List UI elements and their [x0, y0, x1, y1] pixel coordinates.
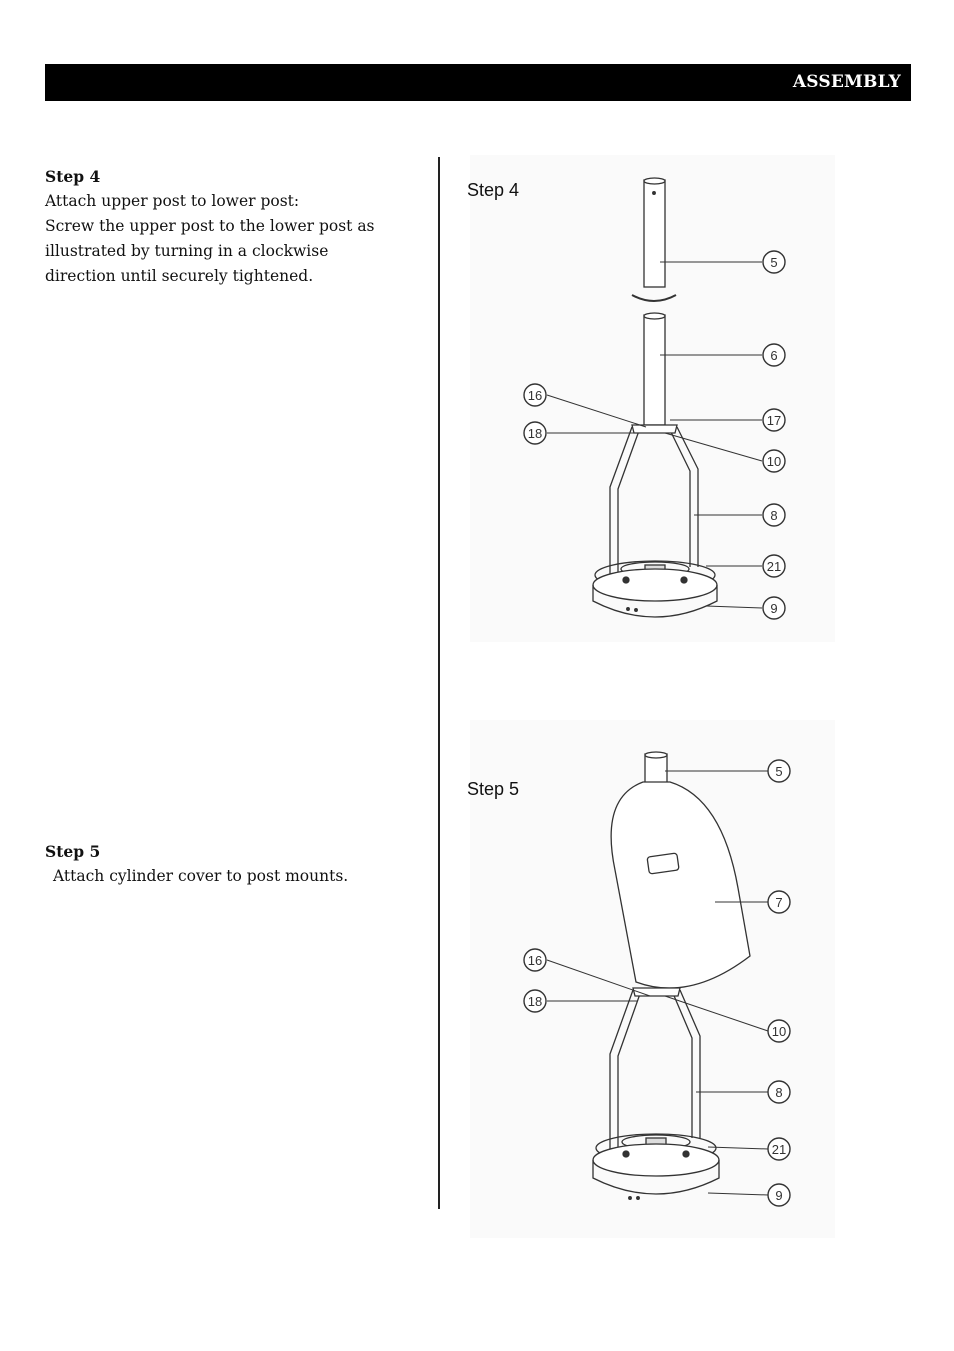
step4-line: Screw the upper post to the lower post as [45, 217, 375, 235]
step4-line: illustrated by turning in a clockwise [45, 242, 329, 260]
callout-10: 10 [766, 454, 782, 469]
callout-9: 9 [775, 1188, 783, 1203]
step5-figure-label: Step 5 [467, 779, 520, 799]
column-divider [438, 157, 440, 1209]
callout-10: 10 [771, 1024, 787, 1039]
section-title: ASSEMBLY [792, 72, 901, 92]
callout-16: 16 [527, 953, 543, 968]
step4-line: direction until securely tightened. [45, 267, 314, 285]
step4-instructions [45, 164, 425, 289]
callout-21: 21 [766, 559, 782, 574]
callout-5: 5 [770, 255, 778, 270]
callout-7: 7 [775, 895, 783, 910]
step4-line: Attach upper post to lower post: [45, 192, 300, 210]
callout-18: 18 [527, 994, 543, 1009]
callout-6: 6 [770, 348, 778, 363]
callout-18: 18 [527, 426, 543, 441]
step5-figure [460, 720, 840, 1240]
step5-instructions [45, 839, 425, 889]
callout-5: 5 [775, 764, 783, 779]
step4-heading: Step 4 [45, 167, 101, 186]
step4-diagram [460, 155, 840, 645]
callout-9: 9 [770, 601, 778, 616]
callout-16: 16 [527, 388, 543, 403]
step5-heading: Step 5 [45, 842, 101, 861]
callout-8: 8 [770, 508, 778, 523]
callout-17: 17 [766, 413, 782, 428]
step4-figure [460, 155, 840, 645]
callout-21: 21 [771, 1142, 787, 1157]
step5-line: Attach cylinder cover to post mounts. [53, 867, 349, 885]
callout-8: 8 [775, 1085, 783, 1100]
section-header-bar [45, 64, 911, 101]
step4-figure-label: Step 4 [467, 180, 520, 200]
